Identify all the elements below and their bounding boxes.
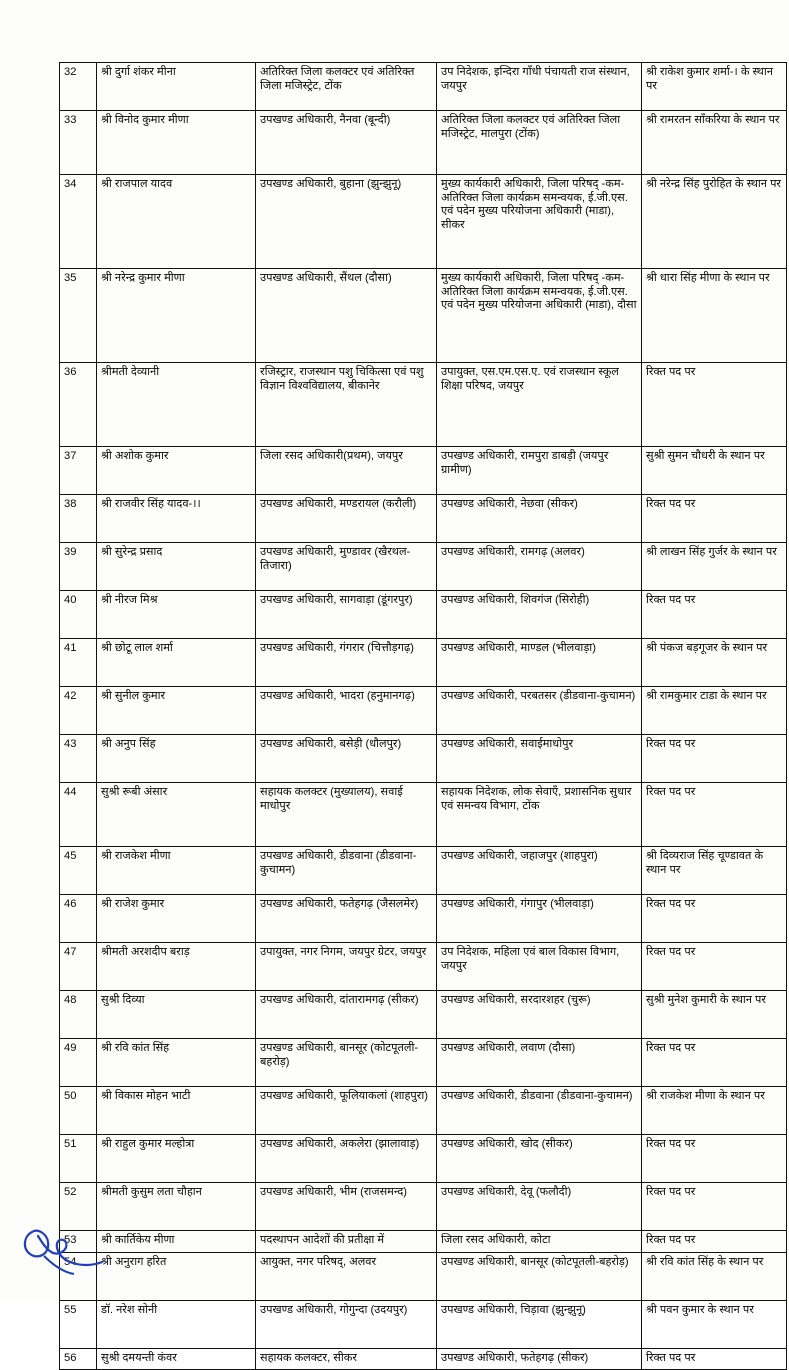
cell-current-posting: जिला रसद अधिकारी(प्रथम), जयपुर	[256, 447, 437, 495]
cell-new-posting: उपायुक्त, एस.एम.एस.ए. एवं राजस्थान स्कूल शिक्षा परिषद, जयपुर	[437, 363, 642, 447]
cell-serial-number: 40	[60, 591, 97, 639]
cell-remark: रिक्त पद पर	[642, 1183, 787, 1231]
cell-current-posting: उपखण्ड अधिकारी, मण्डरायल (करौली)	[256, 495, 437, 543]
cell-current-posting: उपखण्ड अधिकारी, फतेहगढ़ (जैसलमेर)	[256, 895, 437, 943]
table-row	[60, 1348, 787, 1370]
cell-current-posting: सहायक कलक्टर, सीकर	[256, 1348, 437, 1370]
cell-serial-number: 35	[60, 269, 97, 363]
cell-officer-name: सुश्री दिव्या	[97, 991, 256, 1039]
cell-serial-number: 33	[60, 111, 97, 175]
cell-officer-name: श्री राजवीर सिंह यादव-।।	[97, 495, 256, 543]
cell-current-posting: उपखण्ड अधिकारी, सैंथल (दौसा)	[256, 269, 437, 363]
cell-serial-number: 49	[60, 1039, 97, 1087]
cell-officer-name: श्री अनुप सिंह	[97, 735, 256, 783]
cell-officer-name: सुश्री रूबी अंसार	[97, 783, 256, 847]
table-row	[60, 495, 787, 543]
cell-current-posting: उपखण्ड अधिकारी, सागवाड़ा (डूंगरपुर)	[256, 591, 437, 639]
cell-serial-number: 32	[60, 63, 97, 111]
cell-new-posting: उपखण्ड अधिकारी, लवाण (दौसा)	[437, 1039, 642, 1087]
cell-current-posting: आयुक्त, नगर परिषद्, अलवर	[256, 1252, 437, 1300]
cell-remark: रिक्त पद पर	[642, 1039, 787, 1087]
cell-remark: श्री लाखन सिंह गुर्जर के स्थान पर	[642, 543, 787, 591]
table-row	[60, 111, 787, 175]
cell-serial-number: 54	[60, 1252, 97, 1300]
cell-remark: श्री रवि कांत सिंह के स्थान पर	[642, 1252, 787, 1300]
cell-remark: रिक्त पद पर	[642, 943, 787, 991]
cell-remark: सुश्री मुनेश कुमारी के स्थान पर	[642, 991, 787, 1039]
cell-new-posting: उप निदेशक, इन्दिरा गाँधी पंचायती राज संस्थान, जयपुर	[437, 63, 642, 111]
table-row	[60, 591, 787, 639]
table-row	[60, 543, 787, 591]
cell-officer-name: श्री राजपाल यादव	[97, 175, 256, 269]
cell-remark: श्री राजकेश मीणा के स्थान पर	[642, 1087, 787, 1135]
table-row	[60, 1231, 787, 1253]
cell-current-posting: उपखण्ड अधिकारी, बानसूर (कोटपूतली-बहरोड़)	[256, 1039, 437, 1087]
cell-new-posting: उपखण्ड अधिकारी, नेछवा (सीकर)	[437, 495, 642, 543]
cell-remark: रिक्त पद पर	[642, 735, 787, 783]
cell-remark: रिक्त पद पर	[642, 783, 787, 847]
transfer-order-table	[59, 62, 787, 1370]
cell-officer-name: श्री विनोद कुमार मीणा	[97, 111, 256, 175]
cell-serial-number: 39	[60, 543, 97, 591]
table-row	[60, 847, 787, 895]
cell-serial-number: 42	[60, 687, 97, 735]
cell-officer-name: श्री दुर्गा शंकर मीना	[97, 63, 256, 111]
cell-remark: रिक्त पद पर	[642, 895, 787, 943]
cell-officer-name: श्री विकास मोहन भाटी	[97, 1087, 256, 1135]
cell-serial-number: 43	[60, 735, 97, 783]
cell-new-posting: जिला रसद अधिकारी, कोटा	[437, 1231, 642, 1253]
cell-officer-name: श्री सुनील कुमार	[97, 687, 256, 735]
cell-officer-name: श्री छोटू लाल शर्मा	[97, 639, 256, 687]
cell-serial-number: 48	[60, 991, 97, 1039]
cell-serial-number: 37	[60, 447, 97, 495]
cell-new-posting: उपखण्ड अधिकारी, शिवगंज (सिरोही)	[437, 591, 642, 639]
cell-officer-name: श्रीमती अरशदीप बराड़	[97, 943, 256, 991]
cell-officer-name: श्री कार्तिकेय मीणा	[97, 1231, 256, 1253]
cell-serial-number: 45	[60, 847, 97, 895]
cell-new-posting: उपखण्ड अधिकारी, जहाजपुर (शाहपुरा)	[437, 847, 642, 895]
cell-remark: सुश्री सुमन चौधरी के स्थान पर	[642, 447, 787, 495]
table-row	[60, 687, 787, 735]
table-row	[60, 269, 787, 363]
cell-new-posting: उपखण्ड अधिकारी, रामगढ़ (अलवर)	[437, 543, 642, 591]
cell-serial-number: 38	[60, 495, 97, 543]
table-row	[60, 735, 787, 783]
cell-new-posting: उपखण्ड अधिकारी, सवाईमाधोपुर	[437, 735, 642, 783]
cell-new-posting: अतिरिक्त जिला कलक्टर एवं अतिरिक्त जिला मजिस्ट्रेट, मालपुरा (टोंक)	[437, 111, 642, 175]
cell-new-posting: उपखण्ड अधिकारी, माण्डल (भीलवाड़ा)	[437, 639, 642, 687]
cell-serial-number: 36	[60, 363, 97, 447]
cell-new-posting: उपखण्ड अधिकारी, गंगापुर (भीलवाड़ा)	[437, 895, 642, 943]
cell-remark: श्री रामकुमार टाडा के स्थान पर	[642, 687, 787, 735]
cell-new-posting: उपखण्ड अधिकारी, चिड़ावा (झुन्झुनू)	[437, 1300, 642, 1348]
cell-serial-number: 41	[60, 639, 97, 687]
cell-officer-name: श्री अशोक कुमार	[97, 447, 256, 495]
cell-remark: रिक्त पद पर	[642, 1135, 787, 1183]
cell-current-posting: उपखण्ड अधिकारी, भादरा (हनुमानगढ़)	[256, 687, 437, 735]
cell-remark: श्री धारा सिंह मीणा के स्थान पर	[642, 269, 787, 363]
cell-officer-name: श्रीमती कुसुम लता चौहान	[97, 1183, 256, 1231]
cell-remark: रिक्त पद पर	[642, 1231, 787, 1253]
cell-current-posting: उपखण्ड अधिकारी, मुण्डावर (खैरथल-तिजारा)	[256, 543, 437, 591]
cell-new-posting: उपखण्ड अधिकारी, बानसूर (कोटपूतली-बहरोड़)	[437, 1252, 642, 1300]
cell-current-posting: रजिस्ट्रार, राजस्थान पशु चिकित्सा एवं पशु विज्ञान विश्वविद्यालय, बीकानेर	[256, 363, 437, 447]
table-row	[60, 1183, 787, 1231]
cell-remark: श्री दिव्यराज सिंह चूण्डावत के स्थान पर	[642, 847, 787, 895]
cell-current-posting: उपखण्ड अधिकारी, बसेड़ी (धौलपुर)	[256, 735, 437, 783]
table-row	[60, 175, 787, 269]
cell-current-posting: उपखण्ड अधिकारी, भीम (राजसमन्द)	[256, 1183, 437, 1231]
cell-new-posting: मुख्य कार्यकारी अधिकारी, जिला परिषद् -कम- अतिरिक्त जिला कार्यक्रम समन्वयक, ई.जी.एस. एवं पदेन मुख्य परियोजना अधिकारी (माडा), सीकर	[437, 175, 642, 269]
cell-serial-number: 44	[60, 783, 97, 847]
cell-new-posting: उपखण्ड अधिकारी, परबतसर (डीडवाना-कुचामन)	[437, 687, 642, 735]
cell-serial-number: 47	[60, 943, 97, 991]
table-row	[60, 895, 787, 943]
cell-new-posting: उपखण्ड अधिकारी, डीडवाना (डीडवाना-कुचामन)	[437, 1087, 642, 1135]
cell-current-posting: उपखण्ड अधिकारी, अकलेरा (झालावाड़)	[256, 1135, 437, 1183]
cell-new-posting: सहायक निदेशक, लोक सेवाएँ, प्रशासनिक सुधार एवं समन्वय विभाग, टोंक	[437, 783, 642, 847]
table-row	[60, 943, 787, 991]
cell-serial-number: 52	[60, 1183, 97, 1231]
cell-current-posting: उपखण्ड अधिकारी, नैनवा (बून्दी)	[256, 111, 437, 175]
cell-remark: श्री नरेन्द्र सिंह पुरोहित के स्थान पर	[642, 175, 787, 269]
cell-officer-name: श्री राहुल कुमार मल्होत्रा	[97, 1135, 256, 1183]
cell-officer-name: श्रीमती देव्यानी	[97, 363, 256, 447]
cell-new-posting: उपखण्ड अधिकारी, खोद (सीकर)	[437, 1135, 642, 1183]
cell-remark: श्री पवन कुमार के स्थान पर	[642, 1300, 787, 1348]
cell-current-posting: उपखण्ड अधिकारी, गोगुन्दा (उदयपुर)	[256, 1300, 437, 1348]
cell-serial-number: 50	[60, 1087, 97, 1135]
table-row	[60, 63, 787, 111]
cell-officer-name: श्री सुरेन्द्र प्रसाद	[97, 543, 256, 591]
cell-remark: रिक्त पद पर	[642, 495, 787, 543]
cell-remark: श्री राकेश कुमार शर्मा-। के स्थान पर	[642, 63, 787, 111]
cell-new-posting: उपखण्ड अधिकारी, रामपुरा डाबड़ी (जयपुर ग्रामीण)	[437, 447, 642, 495]
table-body	[60, 63, 787, 1370]
cell-current-posting: उपखण्ड अधिकारी, बुहाना (झुन्झुनू)	[256, 175, 437, 269]
table-row	[60, 1300, 787, 1348]
cell-remark: रिक्त पद पर	[642, 363, 787, 447]
cell-remark: रिक्त पद पर	[642, 591, 787, 639]
cell-officer-name: श्री नरेन्द्र कुमार मीणा	[97, 269, 256, 363]
cell-new-posting: उपखण्ड अधिकारी, सरदारशहर (चुरू)	[437, 991, 642, 1039]
table-row	[60, 783, 787, 847]
cell-new-posting: उपखण्ड अधिकारी, फतेहगढ़ (सीकर)	[437, 1348, 642, 1370]
table-row	[60, 363, 787, 447]
cell-new-posting: उप निदेशक, महिला एवं बाल विकास विभाग, जयपुर	[437, 943, 642, 991]
cell-serial-number: 46	[60, 895, 97, 943]
table-row	[60, 1039, 787, 1087]
cell-current-posting: अतिरिक्त जिला कलक्टर एवं अतिरिक्त जिला मजिस्ट्रेट, टोंक	[256, 63, 437, 111]
table-row	[60, 639, 787, 687]
cell-new-posting: उपखण्ड अधिकारी, देवू (फलौदी)	[437, 1183, 642, 1231]
cell-current-posting: पदस्थापन आदेशों की प्रतीक्षा में	[256, 1231, 437, 1253]
cell-current-posting: उपखण्ड अधिकारी, फूलियाकलां (शाहपुरा)	[256, 1087, 437, 1135]
cell-remark: श्री रामरतन साँकरिया के स्थान पर	[642, 111, 787, 175]
cell-serial-number: 53	[60, 1231, 97, 1253]
cell-current-posting: उपखण्ड अधिकारी, गंगरार (चित्तौड़गढ़)	[256, 639, 437, 687]
table-row	[60, 1087, 787, 1135]
cell-new-posting: मुख्य कार्यकारी अधिकारी, जिला परिषद् -कम- अतिरिक्त जिला कार्यक्रम समन्वयक, ई.जी.एस. एवं पदेन मुख्य परियोजना अधिकारी (माडा), दौसा	[437, 269, 642, 363]
table-row	[60, 1252, 787, 1300]
cell-remark: रिक्त पद पर	[642, 1348, 787, 1370]
cell-current-posting: सहायक कलक्टर (मुख्यालय), सवाई माधोपुर	[256, 783, 437, 847]
cell-officer-name: श्री अनुराग हरित	[97, 1252, 256, 1300]
cell-officer-name: श्री नीरज मिश्र	[97, 591, 256, 639]
cell-serial-number: 56	[60, 1348, 97, 1370]
table-row	[60, 991, 787, 1039]
cell-officer-name: श्री राजेश कुमार	[97, 895, 256, 943]
cell-current-posting: उपखण्ड अधिकारी, दांतारामगढ़ (सीकर)	[256, 991, 437, 1039]
cell-serial-number: 34	[60, 175, 97, 269]
cell-serial-number: 55	[60, 1300, 97, 1348]
cell-remark: श्री पंकज बड़गूजर के स्थान पर	[642, 639, 787, 687]
table-row	[60, 1135, 787, 1183]
cell-officer-name: श्री राजकेश मीणा	[97, 847, 256, 895]
cell-officer-name: सुश्री दमयन्ती कंवर	[97, 1348, 256, 1370]
cell-current-posting: उपखण्ड अधिकारी, डीडवाना (डीडवाना-कुचामन)	[256, 847, 437, 895]
table-row	[60, 447, 787, 495]
cell-current-posting: उपायुक्त, नगर निगम, जयपुर ग्रेटर, जयपुर	[256, 943, 437, 991]
cell-officer-name: डॉ. नरेश सोनी	[97, 1300, 256, 1348]
cell-officer-name: श्री रवि कांत सिंह	[97, 1039, 256, 1087]
cell-serial-number: 51	[60, 1135, 97, 1183]
